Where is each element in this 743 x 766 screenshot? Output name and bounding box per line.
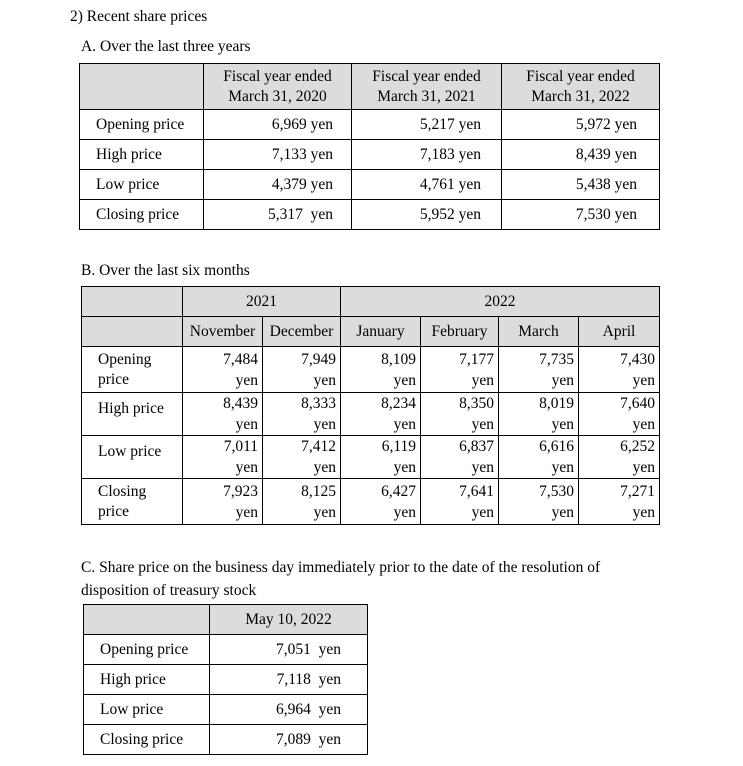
header-date: May 10, 2022 bbox=[210, 605, 368, 635]
row-label-line: price bbox=[98, 370, 129, 388]
cell-unit: yen bbox=[393, 459, 416, 476]
cell-unit: yen bbox=[313, 416, 336, 433]
cell-unit: yen bbox=[551, 416, 574, 433]
cell-value: 8,109 bbox=[381, 350, 416, 368]
cell-value: 7,430 bbox=[620, 350, 655, 368]
header-fy2020 bbox=[204, 64, 352, 110]
cell-unit: yen bbox=[313, 459, 336, 476]
row-label bbox=[82, 347, 183, 393]
table-cell bbox=[499, 436, 579, 479]
cell-value: 6,837 bbox=[459, 438, 494, 455]
year-header-2021: 2021 bbox=[183, 287, 341, 317]
month-header: January bbox=[341, 317, 421, 347]
row-label-line: Closing bbox=[98, 482, 147, 500]
header-blank-cell bbox=[80, 64, 204, 110]
header-line: March 31, 2021 bbox=[377, 87, 476, 105]
row-label: Low price bbox=[84, 695, 210, 725]
cell-value: 7,949 bbox=[301, 350, 336, 368]
table-cell bbox=[341, 479, 421, 525]
cell-unit: yen bbox=[471, 371, 494, 389]
table-header-row bbox=[80, 64, 660, 110]
row-label: Closing price bbox=[84, 725, 210, 755]
cell-unit: yen bbox=[632, 459, 655, 476]
cell-unit: yen bbox=[551, 371, 574, 389]
row-label bbox=[82, 479, 183, 525]
table-cell bbox=[499, 393, 579, 436]
cell-unit: yen bbox=[393, 416, 416, 433]
table-cell bbox=[579, 393, 660, 436]
cell-value: 7,177 bbox=[459, 350, 494, 368]
part-c-title-line: C. Share price on the business day immediately prior to the date of the resolution of bbox=[81, 559, 601, 576]
cell-value: 6,616 bbox=[539, 438, 574, 455]
table-cell bbox=[421, 393, 499, 436]
cell-value: 7,412 bbox=[301, 438, 336, 455]
three-year-table bbox=[79, 63, 660, 230]
cell-value: 8,019 bbox=[539, 395, 574, 412]
cell-unit: yen bbox=[235, 503, 258, 521]
cell-value: 7,735 bbox=[539, 350, 574, 368]
cell-value: 8,333 bbox=[301, 395, 336, 412]
cell-unit: yen bbox=[313, 371, 336, 389]
cell-unit: yen bbox=[235, 371, 258, 389]
cell-unit: yen bbox=[471, 459, 494, 476]
year-header-row bbox=[82, 287, 660, 317]
prior-day-table bbox=[83, 604, 368, 755]
cell-unit: yen bbox=[551, 459, 574, 476]
table-row bbox=[82, 436, 660, 479]
header-line: Fiscal year ended bbox=[372, 67, 481, 85]
row-label: High price bbox=[82, 393, 183, 436]
table-cell bbox=[421, 347, 499, 393]
table-cell bbox=[183, 347, 263, 393]
cell-unit: yen bbox=[393, 503, 416, 521]
table-cell bbox=[341, 347, 421, 393]
row-label: High price bbox=[80, 140, 204, 170]
table-cell: 7,183 yen bbox=[352, 140, 502, 170]
cell-unit: yen bbox=[235, 416, 258, 433]
table-row bbox=[82, 347, 660, 393]
row-label: Low price bbox=[80, 170, 204, 200]
header-blank-cell bbox=[82, 287, 183, 317]
part-c-title bbox=[81, 556, 600, 602]
cell-unit: yen bbox=[632, 503, 655, 521]
table-row bbox=[82, 393, 660, 436]
table-row bbox=[82, 479, 660, 525]
row-label: Opening price bbox=[84, 635, 210, 665]
table-cell: 5,952 yen bbox=[352, 200, 502, 230]
cell-value: 6,119 bbox=[381, 438, 416, 455]
cell-value: 7,011 bbox=[223, 438, 258, 455]
table-cell: 7,118 yen bbox=[210, 665, 368, 695]
table-row bbox=[80, 140, 660, 170]
table-row bbox=[84, 725, 368, 755]
part-a-title: A. Over the last three years bbox=[81, 38, 251, 55]
cell-unit: yen bbox=[632, 416, 655, 433]
year-header-2022: 2022 bbox=[341, 287, 660, 317]
cell-value: 6,252 bbox=[620, 438, 655, 455]
cell-value: 7,640 bbox=[620, 395, 655, 412]
table-cell: 4,761 yen bbox=[352, 170, 502, 200]
cell-value: 7,271 bbox=[620, 482, 655, 500]
table-cell: 7,051 yen bbox=[210, 635, 368, 665]
table-cell bbox=[263, 347, 341, 393]
table-cell bbox=[421, 479, 499, 525]
row-label: Closing price bbox=[80, 200, 204, 230]
table-row bbox=[80, 110, 660, 140]
table-cell bbox=[263, 479, 341, 525]
table-cell bbox=[263, 436, 341, 479]
table-cell: 7,089 yen bbox=[210, 725, 368, 755]
row-label-line: price bbox=[98, 502, 129, 520]
section-title: 2) Recent share prices bbox=[70, 8, 208, 25]
cell-value: 8,234 bbox=[381, 395, 416, 412]
table-cell bbox=[341, 393, 421, 436]
table-cell: 7,530 yen bbox=[502, 200, 660, 230]
table-cell: 6,969 yen bbox=[204, 110, 352, 140]
table-row bbox=[84, 635, 368, 665]
header-fy2021 bbox=[352, 64, 502, 110]
part-c-title-line: disposition of treasury stock bbox=[81, 582, 257, 599]
table-cell bbox=[499, 347, 579, 393]
header-fy2022 bbox=[502, 64, 660, 110]
table-cell bbox=[341, 436, 421, 479]
table-cell: 6,964 yen bbox=[210, 695, 368, 725]
header-line: March 31, 2022 bbox=[531, 87, 630, 105]
cell-unit: yen bbox=[551, 503, 574, 521]
row-label: Opening price bbox=[80, 110, 204, 140]
row-label-line: Opening bbox=[98, 350, 152, 368]
cell-unit: yen bbox=[471, 416, 494, 433]
six-month-table bbox=[81, 286, 660, 525]
header-line: Fiscal year ended bbox=[526, 67, 635, 85]
table-cell bbox=[499, 479, 579, 525]
cell-unit: yen bbox=[632, 371, 655, 389]
cell-value: 6,427 bbox=[381, 482, 416, 500]
table-cell bbox=[421, 436, 499, 479]
header-line: Fiscal year ended bbox=[223, 67, 332, 85]
table-cell bbox=[183, 436, 263, 479]
table-cell bbox=[579, 479, 660, 525]
row-label: High price bbox=[84, 665, 210, 695]
month-header: November bbox=[183, 317, 263, 347]
header-blank-cell bbox=[82, 317, 183, 347]
header-line: March 31, 2020 bbox=[228, 87, 327, 105]
cell-unit: yen bbox=[393, 371, 416, 389]
cell-value: 7,641 bbox=[459, 482, 494, 500]
table-cell bbox=[579, 436, 660, 479]
cell-value: 8,125 bbox=[301, 482, 336, 500]
table-cell bbox=[183, 393, 263, 436]
month-header: February bbox=[421, 317, 499, 347]
table-cell: 5,217 yen bbox=[352, 110, 502, 140]
month-header: December bbox=[263, 317, 341, 347]
table-row bbox=[84, 665, 368, 695]
cell-value: 8,350 bbox=[459, 395, 494, 412]
table-cell: 5,438 yen bbox=[502, 170, 660, 200]
cell-unit: yen bbox=[235, 459, 258, 476]
table-row bbox=[80, 170, 660, 200]
part-b-title: B. Over the last six months bbox=[81, 262, 250, 279]
month-header-row bbox=[82, 317, 660, 347]
cell-value: 7,484 bbox=[223, 350, 258, 368]
table-cell bbox=[263, 393, 341, 436]
table-cell bbox=[579, 347, 660, 393]
table-cell: 7,133 yen bbox=[204, 140, 352, 170]
month-header: March bbox=[499, 317, 579, 347]
table-cell: 5,972 yen bbox=[502, 110, 660, 140]
cell-value: 7,923 bbox=[223, 482, 258, 500]
table-cell: 5,317 yen bbox=[204, 200, 352, 230]
month-header: April bbox=[579, 317, 660, 347]
row-label: Low price bbox=[82, 436, 183, 479]
table-header-row bbox=[84, 605, 368, 635]
table-cell: 4,379 yen bbox=[204, 170, 352, 200]
header-blank-cell bbox=[84, 605, 210, 635]
cell-value: 7,530 bbox=[539, 482, 574, 500]
cell-unit: yen bbox=[471, 503, 494, 521]
table-cell bbox=[183, 479, 263, 525]
table-row bbox=[84, 695, 368, 725]
cell-value: 8,439 bbox=[223, 395, 258, 412]
table-row bbox=[80, 200, 660, 230]
cell-unit: yen bbox=[313, 503, 336, 521]
table-cell: 8,439 yen bbox=[502, 140, 660, 170]
